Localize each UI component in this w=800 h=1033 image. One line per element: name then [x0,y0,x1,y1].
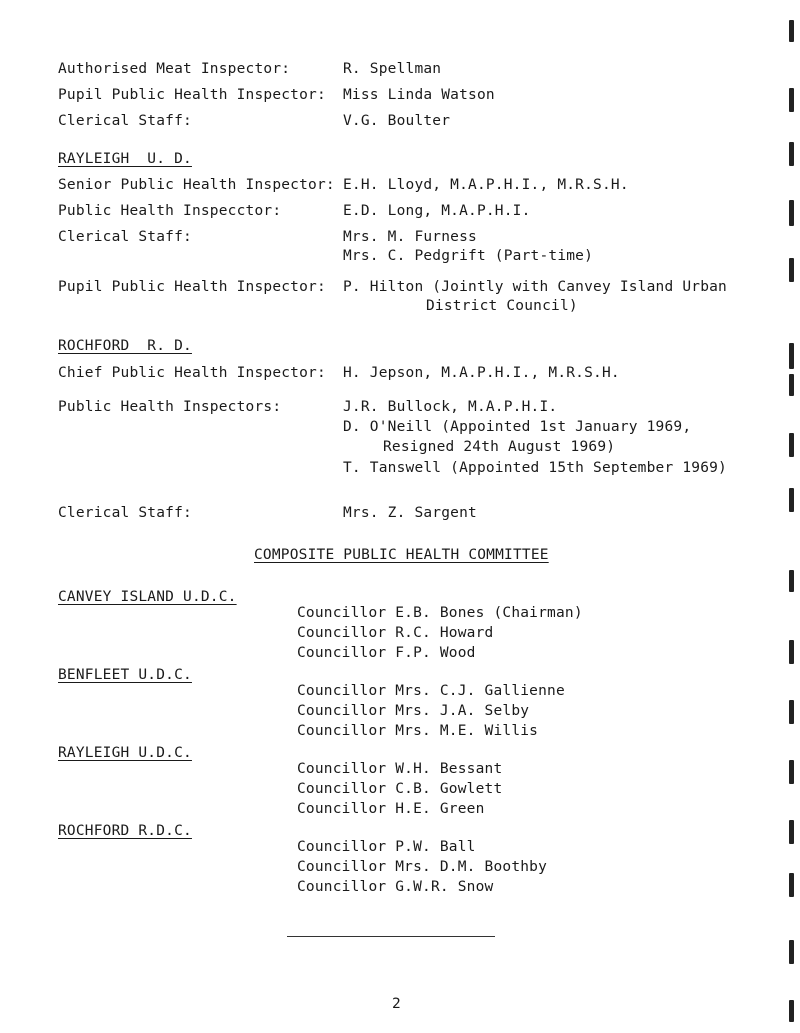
page-number: 2 [392,996,401,1012]
staff-name: H. Jepson, M.A.P.H.I., M.R.S.H. [343,365,620,381]
staff-label: Public Health Inspectors: [58,399,282,415]
binding-mark [789,258,794,282]
binding-mark [789,873,794,897]
staff-label: Clerical Staff: [58,113,192,129]
section-heading-rochford-rd: ROCHFORD R. D. [58,338,192,354]
staff-name: E.D. Long, M.A.P.H.I. [343,203,531,219]
staff-name-continued: District Council) [426,298,578,314]
binding-mark [789,343,794,369]
staff-name: Mrs. M. Furness [343,229,477,245]
staff-name-continued: Resigned 24th August 1969) [383,439,616,455]
staff-label: Senior Public Health Inspector: [58,177,335,193]
committee-title: COMPOSITE PUBLIC HEALTH COMMITTEE [254,547,549,563]
councillor: Councillor C.B. Gowlett [297,781,503,797]
binding-mark [789,200,794,226]
councillor: Councillor Mrs. M.E. Willis [297,723,539,739]
staff-name: V.G. Boulter [343,113,451,129]
councillor: Councillor Mrs. C.J. Gallienne [297,683,565,699]
binding-mark [789,1000,794,1022]
binding-mark [789,488,794,512]
staff-name: E.H. Lloyd, M.A.P.H.I., M.R.S.H. [343,177,629,193]
staff-label: Pupil Public Health Inspector: [58,279,326,295]
binding-mark [789,640,794,664]
staff-name: Mrs. C. Pedgrift (Part-time) [343,248,594,264]
binding-mark [789,374,794,396]
staff-name: T. Tanswell (Appointed 15th September 1969) [343,460,727,476]
end-rule [287,936,495,937]
staff-label: Public Health Inspecctor: [58,203,282,219]
section-heading-rayleigh-ud: RAYLEIGH U. D. [58,151,192,167]
staff-label: Clerical Staff: [58,505,192,521]
committee-group-rochford: ROCHFORD R.D.C. [58,823,192,839]
binding-mark [789,700,794,724]
committee-group-benfleet: BENFLEET U.D.C. [58,667,192,683]
binding-mark [789,940,794,964]
binding-mark [789,142,794,166]
staff-name: Miss Linda Watson [343,87,495,103]
councillor: Councillor F.P. Wood [297,645,476,661]
councillor: Councillor R.C. Howard [297,625,494,641]
councillor: Councillor Mrs. J.A. Selby [297,703,530,719]
staff-label: Clerical Staff: [58,229,192,245]
staff-label: Chief Public Health Inspector: [58,365,326,381]
binding-mark [789,433,794,457]
councillor: Councillor H.E. Green [297,801,485,817]
staff-name: Mrs. Z. Sargent [343,505,477,521]
binding-mark [789,820,794,844]
staff-name: D. O'Neill (Appointed 1st January 1969, [343,419,692,435]
binding-mark [789,570,794,592]
councillor: Councillor P.W. Ball [297,839,476,855]
staff-label: Authorised Meat Inspector: [58,61,291,77]
committee-group-rayleigh: RAYLEIGH U.D.C. [58,745,192,761]
committee-group-canvey: CANVEY ISLAND U.D.C. [58,589,237,605]
binding-mark [789,88,794,112]
staff-name: J.R. Bullock, M.A.P.H.I. [343,399,558,415]
staff-name: P. Hilton (Jointly with Canvey Island Urban [343,279,727,295]
binding-mark [789,20,794,42]
staff-label: Pupil Public Health Inspector: [58,87,326,103]
staff-name: R. Spellman [343,61,442,77]
councillor: Councillor G.W.R. Snow [297,879,494,895]
councillor: Councillor Mrs. D.M. Boothby [297,859,548,875]
councillor: Councillor E.B. Bones (Chairman) [297,605,583,621]
binding-mark [789,760,794,784]
councillor: Councillor W.H. Bessant [297,761,503,777]
